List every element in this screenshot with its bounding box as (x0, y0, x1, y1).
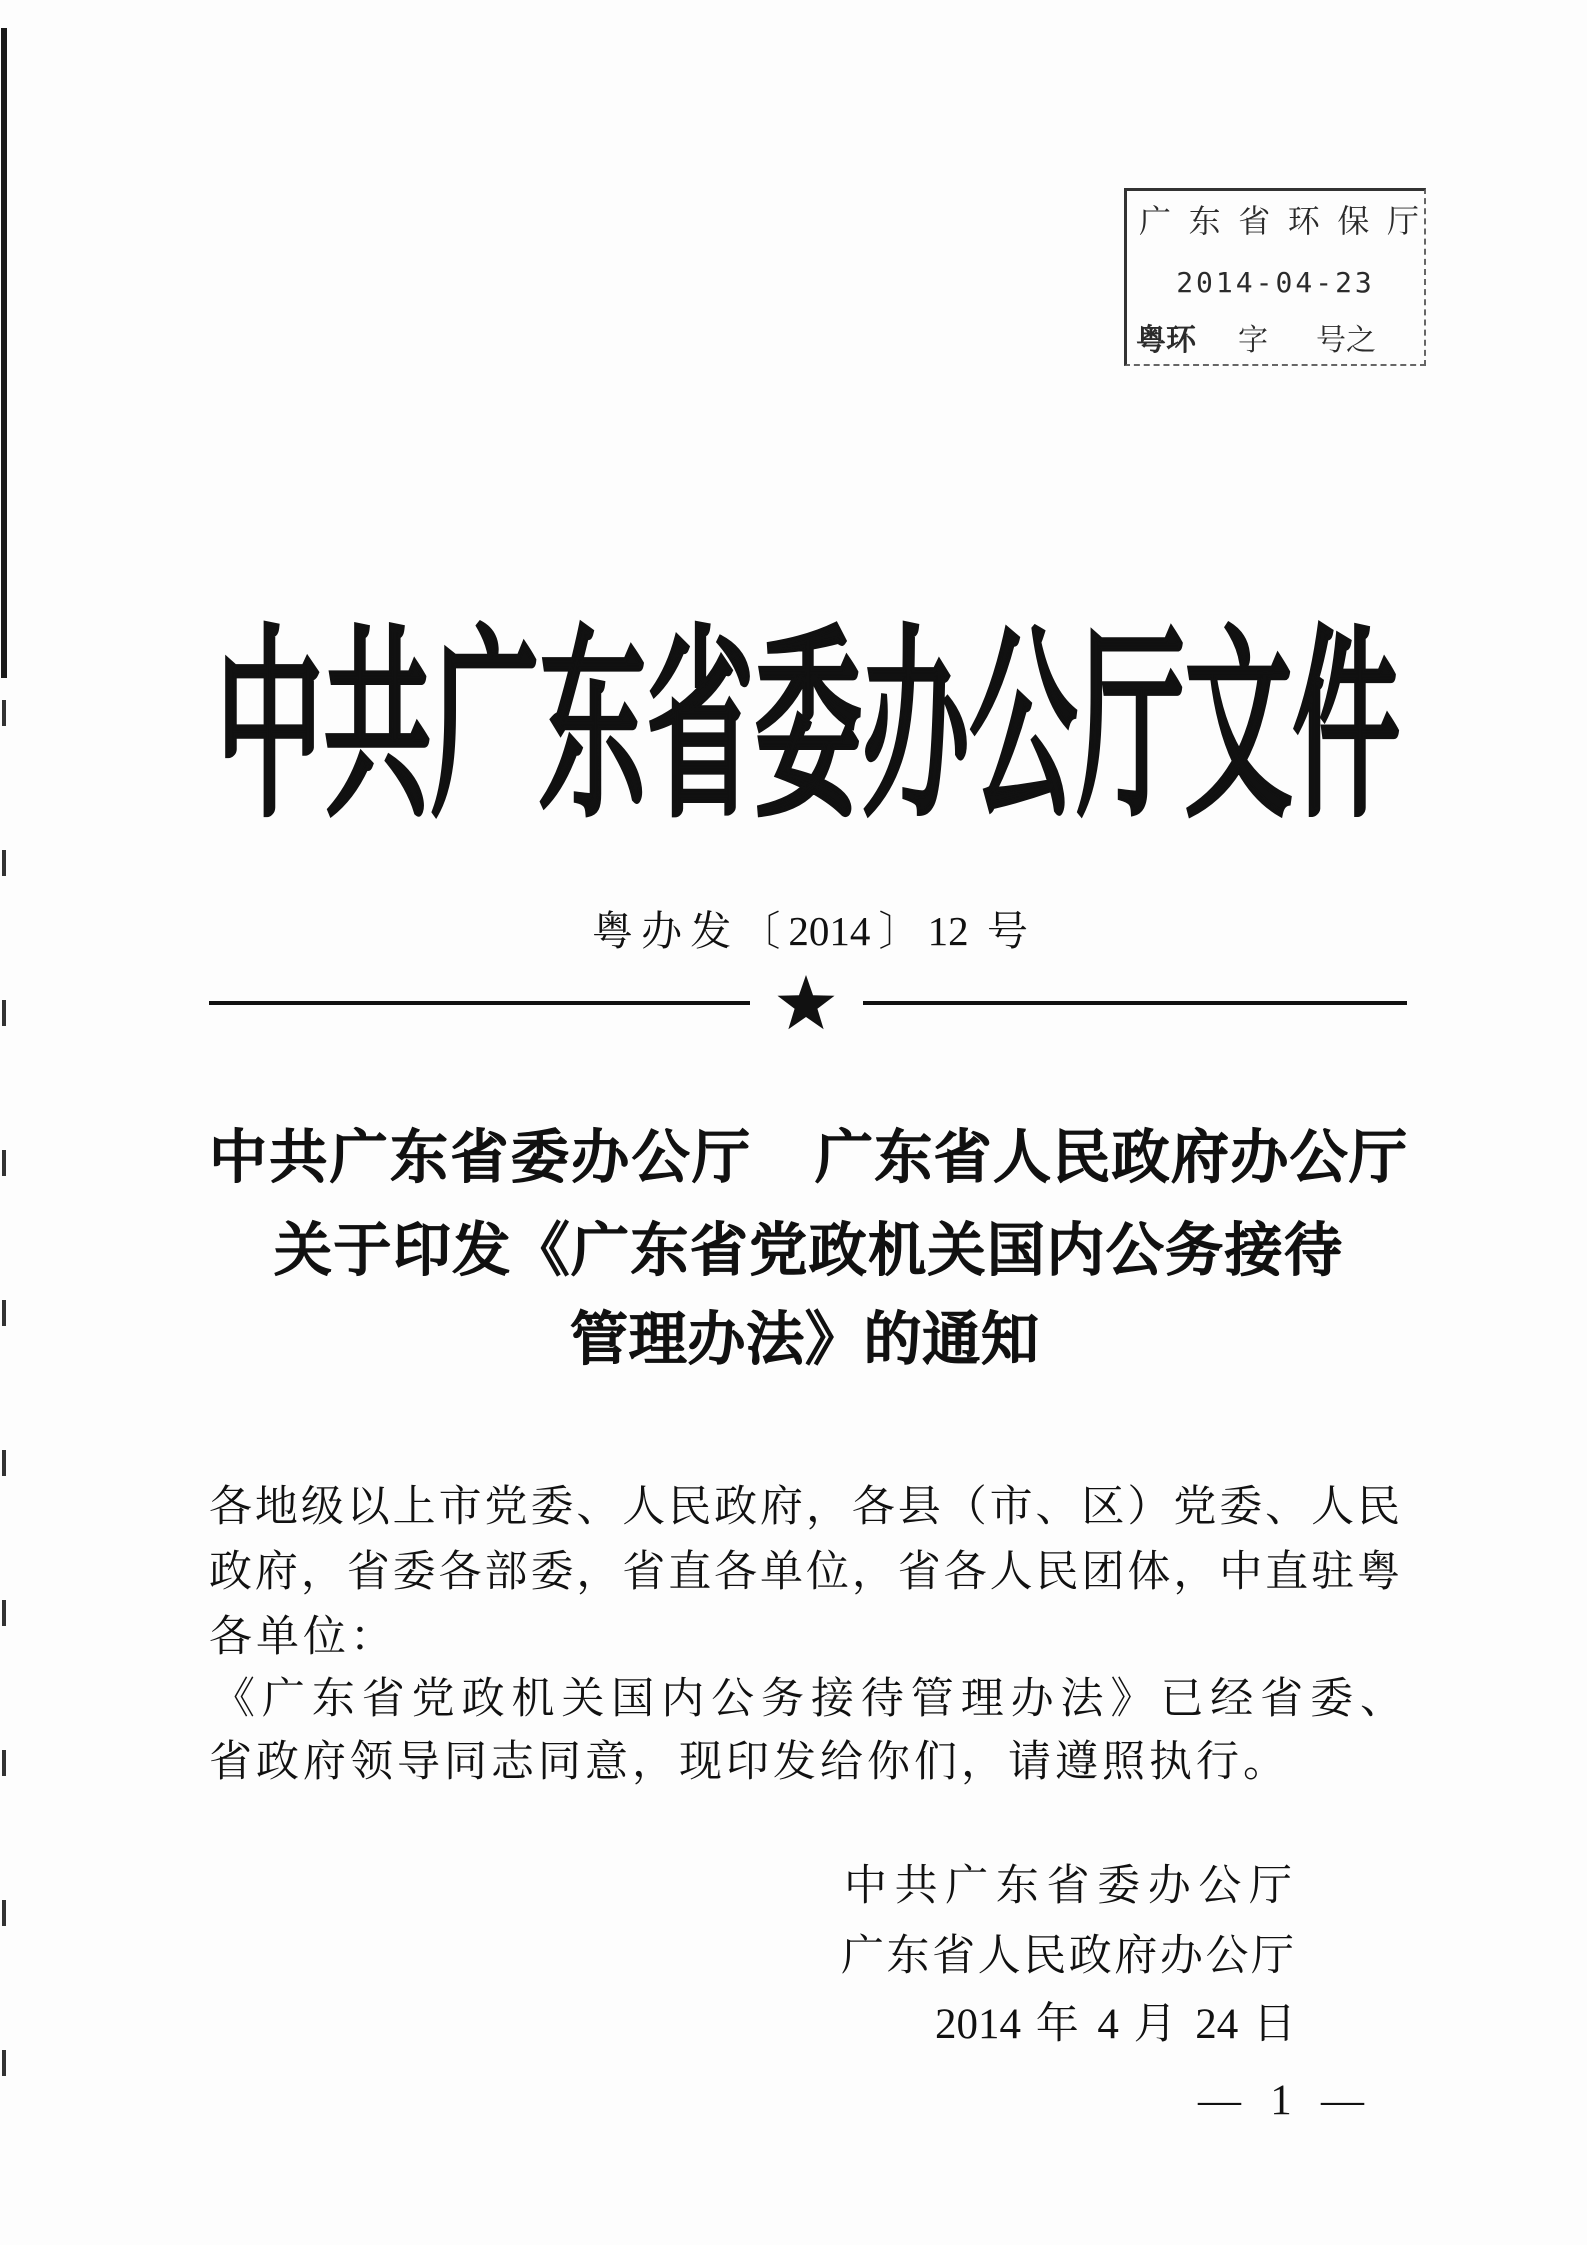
notice-title-line: 管理办法》的通知 (570, 1305, 1039, 1373)
receipt-stamp (1124, 188, 1426, 366)
signature-issuer-1: 中共广东省委办公厅 (844, 1863, 1294, 1910)
star-icon (776, 974, 836, 1034)
signature-date: 2014 年 4 月 24 日 (935, 2001, 1296, 2048)
stamp-org: 广东省环保厅 (1139, 203, 1419, 239)
scan-edge-line (1, 28, 7, 678)
signature-issuer-2: 广东省人民政府办公厅 (841, 1933, 1296, 1980)
addressee-line: 各单位： (209, 1614, 397, 1661)
addressee-line: 各地级以上市党委、人民政府，各县（市、区）党委、人民 (209, 1484, 1402, 1531)
body-paragraph-line: 省政府领导同志同意，现印发给你们，请遵照执行。 (209, 1739, 1290, 1786)
header-title (216, 608, 1401, 846)
header-title-text: 中共广东省委办公厅文件 (216, 608, 1401, 846)
notice-title-issuer-1: 中共广东省委办公厅 (209, 1123, 750, 1191)
stamp-ref-word: 字 (1238, 324, 1268, 357)
notice-title-line: 关于印发《广东省党政机关国内公务接待 (274, 1216, 1342, 1284)
separator-line-right (863, 1001, 1407, 1005)
scan-edge-marks (2, 700, 6, 2200)
stamp-ref-prefix: 粤环 (1136, 324, 1196, 357)
document-number: 粤办发〔2014〕12 号 (592, 908, 1028, 954)
separator-line-left (209, 1001, 750, 1005)
body-paragraph-line: 《广东省党政机关国内公务接待管理办法》已经省委、 (212, 1676, 1405, 1723)
notice-title-issuer-2: 广东省人民政府办公厅 (815, 1123, 1407, 1191)
page-number: — 1 — (1198, 2077, 1364, 2124)
stamp-ref-suffix: 号之 (1316, 324, 1376, 357)
addressee-line: 政府，省委各部委，省直各单位，省各人民团体，中直驻粤 (209, 1549, 1402, 1596)
stamp-date: 2014-04-23 (1176, 266, 1375, 299)
